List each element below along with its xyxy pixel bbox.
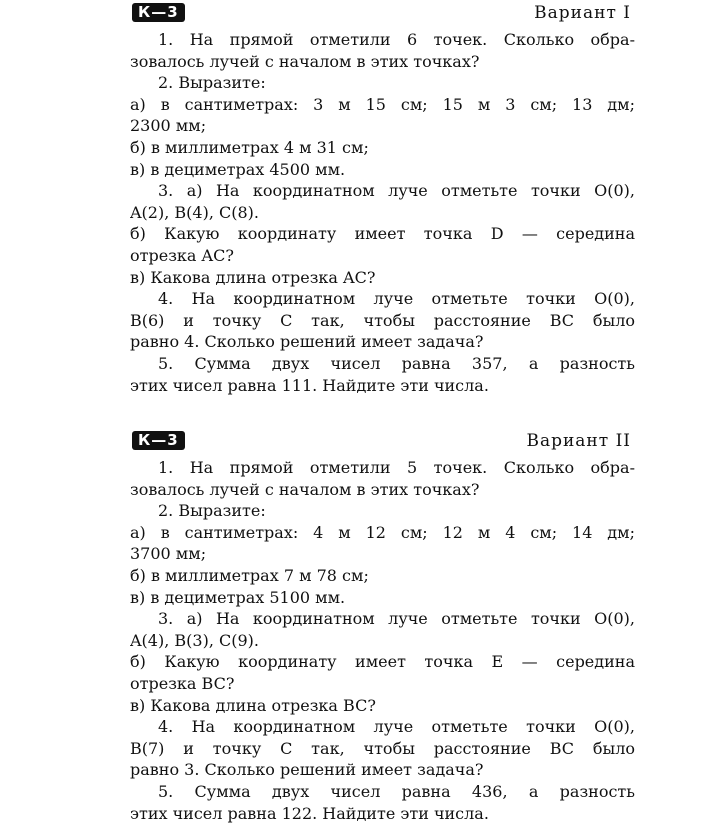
task-4-line-1: 4. На координатном луче отметьте точки O(0), <box>130 716 635 738</box>
task-1-line-1: 1. На прямой отметили 6 точек. Сколько обра- <box>130 29 635 51</box>
task-3-line-2: A(2), B(4), C(8). <box>130 202 635 224</box>
task-2-line-4: б) в миллиметрах 7 м 78 см; <box>130 565 635 587</box>
task-5-line-2: этих чисел равна 111. Найдите эти числа. <box>130 375 635 397</box>
task-2-line-3: 2300 мм; <box>130 115 635 137</box>
test-badge: К—3 <box>132 3 185 22</box>
task-1-line-2: зовалось лучей с началом в этих точках? <box>130 479 635 501</box>
task-3-line-2: A(4), B(3), C(9). <box>130 630 635 652</box>
task-3-line-4: отрезка AC? <box>130 245 635 267</box>
task-5-line-1: 5. Сумма двух чисел равна 357, а разность <box>130 353 635 375</box>
task-3-line-1: 3. а) На координатном луче отметьте точки O(0), <box>130 608 635 630</box>
task-4-line-1: 4. На координатном луче отметьте точки O(0), <box>130 288 635 310</box>
task-2-line-3: 3700 мм; <box>130 543 635 565</box>
task-3-line-4: отрезка BC? <box>130 673 635 695</box>
task-3-line-3: б) Какую координату имеет точка D — середина <box>130 223 635 245</box>
variant-header <box>130 2 635 26</box>
task-5-line-2: этих чисел равна 122. Найдите эти числа. <box>130 803 635 824</box>
task-4-line-2: B(6) и точку C так, чтобы расстояние BC было <box>130 310 635 332</box>
variant-title: Вариант II <box>526 430 631 452</box>
variant-2 <box>130 430 635 824</box>
task-4-line-3: равно 3. Сколько решений имеет задача? <box>130 759 635 781</box>
task-2-line-1: 2. Выразите: <box>130 72 635 94</box>
task-2-line-2: а) в сантиметрах: 3 м 15 см; 15 м 3 см; 13 дм; <box>130 94 635 116</box>
variant-title: Вариант I <box>534 2 631 24</box>
task-2-line-2: а) в сантиметрах: 4 м 12 см; 12 м 4 см; 14 дм; <box>130 522 635 544</box>
task-5-line-1: 5. Сумма двух чисел равна 436, а разность <box>130 781 635 803</box>
task-1-line-2: зовалось лучей с началом в этих точках? <box>130 51 635 73</box>
task-1-line-1: 1. На прямой отметили 5 точек. Сколько обра- <box>130 457 635 479</box>
task-2-line-1: 2. Выразите: <box>130 500 635 522</box>
task-3-line-3: б) Какую координату имеет точка E — середина <box>130 651 635 673</box>
task-4-line-2: B(7) и точку C так, чтобы расстояние BC было <box>130 738 635 760</box>
task-4-line-3: равно 4. Сколько решений имеет задача? <box>130 331 635 353</box>
variant-header <box>130 430 635 454</box>
task-2-line-5: в) в дециметрах 4500 мм. <box>130 159 635 181</box>
task-2-line-4: б) в миллиметрах 4 м 31 см; <box>130 137 635 159</box>
task-3-line-5: в) Какова длина отрезка BC? <box>130 695 635 717</box>
variant-body <box>130 29 635 396</box>
variant-body <box>130 457 635 824</box>
task-3-line-5: в) Какова длина отрезка AC? <box>130 267 635 289</box>
variant-1 <box>130 2 635 396</box>
task-2-line-5: в) в дециметрах 5100 мм. <box>130 587 635 609</box>
task-3-line-1: 3. а) На координатном луче отметьте точки O(0), <box>130 180 635 202</box>
test-badge: К—3 <box>132 431 185 450</box>
